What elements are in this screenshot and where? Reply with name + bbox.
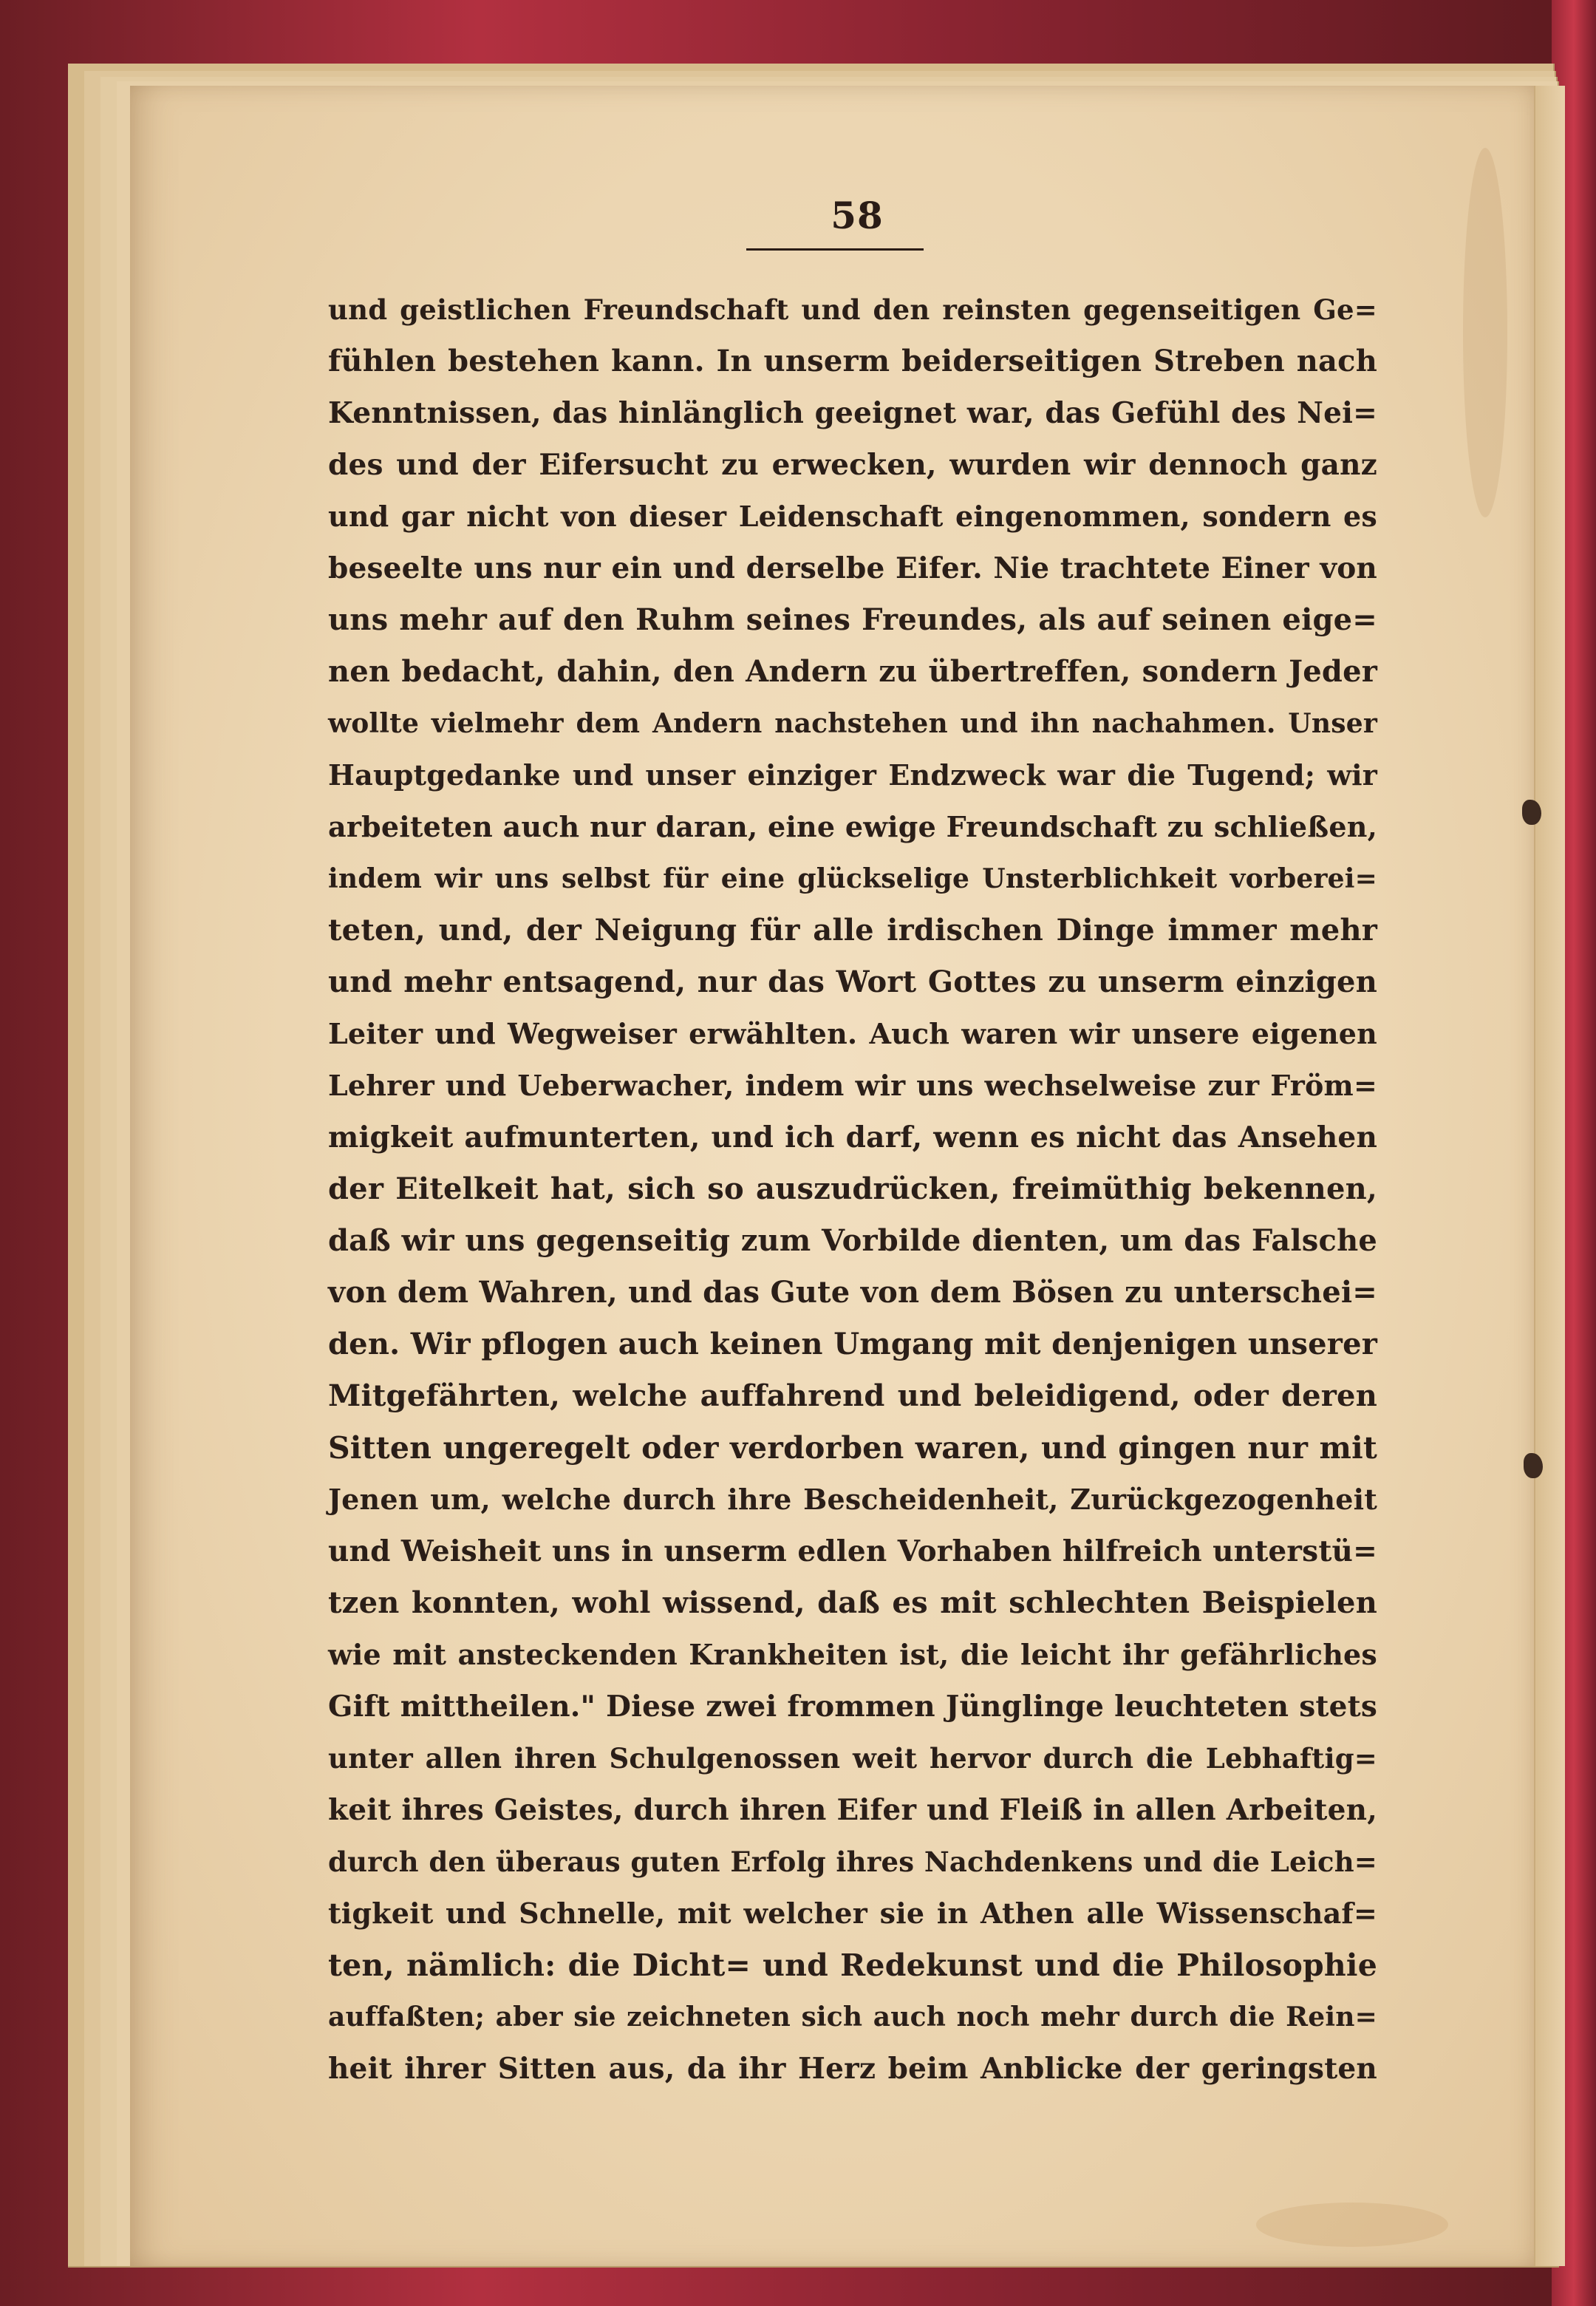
text-line: Mitgefährten, welche auffahrend und beleidigend, oder deren — [328, 1378, 1377, 1413]
text-line: wollte vielmehr dem Andern nachstehen und ihn nachahmen. Unser — [328, 708, 1377, 739]
paper-stain — [1256, 2203, 1448, 2247]
text-line: daß wir uns gegenseitig zum Vorbilde dienten, um das Falsche — [328, 1223, 1377, 1258]
text-line: des und der Eifersucht zu erwecken, wurden wir dennoch ganz — [328, 448, 1377, 482]
text-line: und mehr entsagend, nur das Wort Gottes zu unserm einzigen — [328, 965, 1377, 999]
page-number: 58 — [831, 194, 884, 237]
text-line: Sitten ungeregelt oder verdorben waren, und gingen nur mit — [328, 1430, 1377, 1466]
text-line: Leiter und Wegweiser erwählten. Auch waren wir unsere eigenen — [328, 1017, 1377, 1050]
text-line: Hauptgedanke und unser einziger Endzweck war die Tugend; wir — [328, 758, 1377, 792]
text-line: teten, und, der Neigung für alle irdischen Dinge immer mehr — [328, 913, 1377, 948]
text-line: den. Wir pflogen auch keinen Umgang mit denjenigen unserer — [328, 1327, 1377, 1361]
body-text — [328, 287, 1377, 2086]
text-line: indem wir uns selbst für eine glückselige Unsterblichkeit vorberei= — [328, 863, 1377, 894]
text-line: Kenntnissen, das hinlänglich geeignet war, das Gefühl des Nei= — [328, 396, 1377, 430]
text-line: uns mehr auf den Ruhm seines Freundes, als auf seinen eige= — [328, 602, 1377, 637]
text-line: keit ihres Geistes, durch ihren Eifer und Fleiß in allen Arbeiten, — [328, 1793, 1377, 1827]
binding-notch — [1522, 800, 1541, 825]
page-number-rule — [746, 248, 924, 251]
text-line: durch den überaus guten Erfolg ihres Nachdenkens und die Leich= — [328, 1846, 1377, 1878]
text-line: fühlen bestehen kann. In unserm beiderseitigen Streben nach — [328, 344, 1377, 378]
text-line: tzen konnten, wohl wissend, daß es mit schlechten Beispielen — [328, 1585, 1377, 1620]
text-line: Gift mittheilen." Diese zwei frommen Jünglinge leuchteten stets — [328, 1690, 1377, 1724]
text-line: unter allen ihren Schulgenossen weit hervor durch die Lebhaftig= — [328, 1742, 1377, 1775]
facing-page-edge — [1534, 86, 1565, 2266]
text-line: migkeit aufmunterten, und ich darf, wenn es nicht das Ansehen — [328, 1120, 1377, 1154]
text-line: auffaßten; aber sie zeichneten sich auch noch mehr durch die Rein= — [328, 2001, 1377, 2033]
text-line: und Weisheit uns in unserm edlen Vorhaben hilfreich unterstü= — [328, 1534, 1377, 1568]
binding-notch — [1524, 1453, 1543, 1478]
text-line: von dem Wahren, und das Gute von dem Bösen zu unterschei= — [328, 1275, 1377, 1310]
text-line: Lehrer und Ueberwacher, indem wir uns wechselweise zur Fröm= — [328, 1069, 1377, 1102]
text-line: Jenen um, welche durch ihre Bescheidenheit, Zurückgezogenheit — [328, 1483, 1377, 1516]
text-line: heit ihrer Sitten aus, da ihr Herz beim Anblicke der geringsten — [328, 2052, 1377, 2086]
text-line: wie mit ansteckenden Krankheiten ist, die leicht ihr gefährliches — [328, 1638, 1377, 1671]
text-line: tigkeit und Schnelle, mit welcher sie in Athen alle Wissenschaf= — [328, 1897, 1377, 1930]
text-line: arbeiteten auch nur daran, eine ewige Freundschaft zu schließen, — [328, 810, 1377, 843]
text-line: beseelte uns nur ein und derselbe Eifer. Nie trachtete Einer von — [328, 551, 1377, 585]
text-line: der Eitelkeit hat, sich so auszudrücken, freimüthig bekennen, — [328, 1171, 1377, 1206]
text-line: und geistlichen Freundschaft und den reinsten gegenseitigen Ge= — [328, 293, 1377, 326]
text-line: und gar nicht von dieser Leidenschaft eingenommen, sondern es — [328, 500, 1377, 533]
text-line: nen bedacht, dahin, den Andern zu übertreffen, sondern Jeder — [328, 654, 1377, 689]
paper-stain — [1463, 148, 1507, 517]
text-line: ten, nämlich: die Dicht= und Redekunst und die Philosophie — [328, 1948, 1377, 1983]
